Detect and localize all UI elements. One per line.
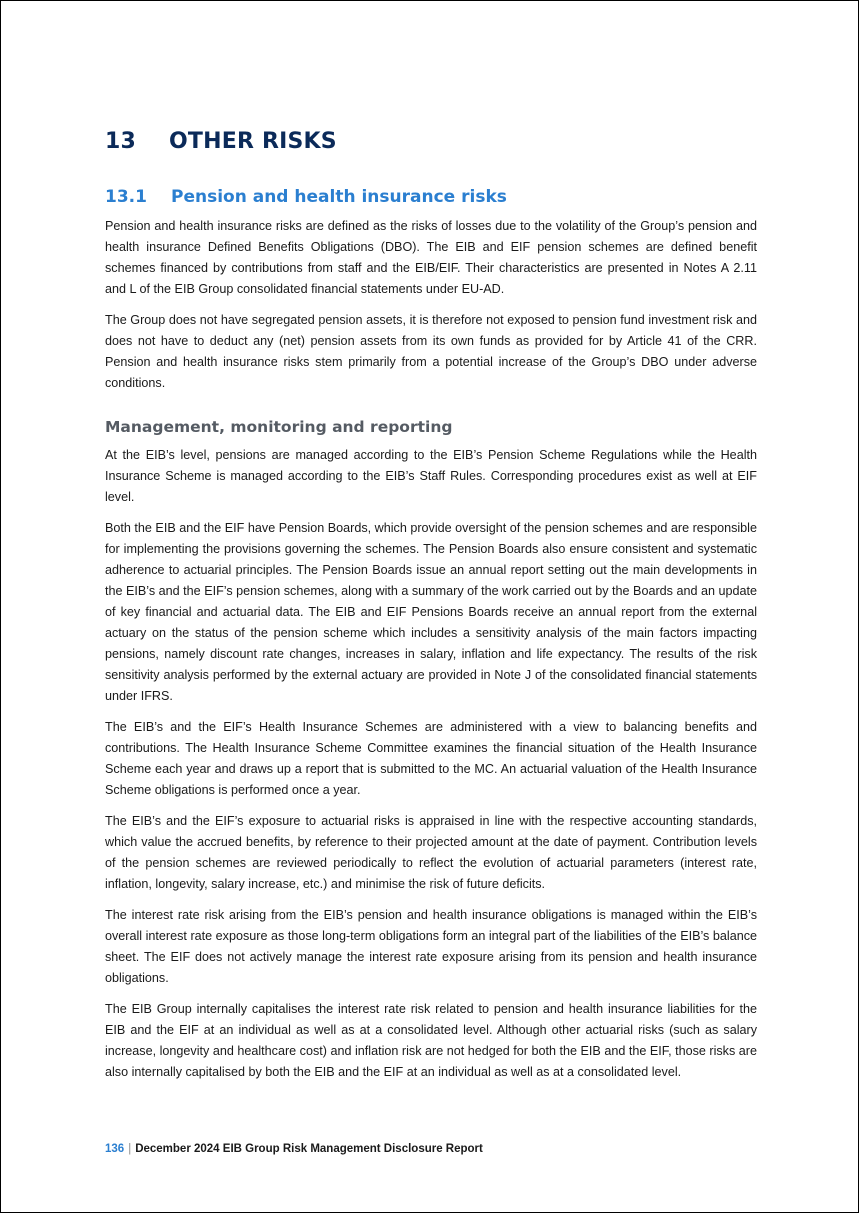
subsection-heading [105,187,757,207]
page-content [105,129,757,1083]
footer-separator: | [128,1143,132,1155]
paragraph: At the EIB’s level, pensions are managed according to the EIB’s Pension Scheme Regulations while the Health Insurance Scheme is managed according to the EIB’s Staff Rules. Corresponding procedures exist as well at EIF level. [105,448,757,504]
paragraph: The interest rate risk arising from the EIB’s pension and health insurance obligations is managed within the EIB’s overall interest rate exposure as those long-term obligations form an integral part of the liabilities of the EIB’s balance sheet. The EIF does not actively manage the interest rate exposure arising from its pension and health insurance obligations. [105,908,757,985]
page-footer [105,1143,483,1155]
paragraph: Pension and health insurance risks are defined as the risks of losses due to the volatility of the Group’s pension and health insurance Defined Benefits Obligations (DBO). The EIB and EIF pension schemes are defined benefit schemes financed by contributions from staff and the EIB/EIF. Their characteristics are presented in Notes A 2.11 and L of the EIB Group consolidated financial statements under EU-AD. [105,219,757,296]
paragraph: The EIB Group internally capitalises the interest rate risk related to pension and health insurance liabilities for the EIB and the EIF at an individual as well as at a consolidated level. Although other actuarial risks (such as salary increase, longevity and healthcare cost) and inflation risk are not hedged for both the EIB and the EIF, those risks are also internally capitalised by both the EIB and the EIF at an individual as well as at a consolidated level. [105,1002,757,1079]
page-number: 136 [105,1143,125,1155]
section-heading [105,129,757,154]
subsection-number: 13.1 [105,187,147,207]
paragraph: The EIB’s and the EIF’s exposure to actuarial risks is appraised in line with the respective accounting standards, which value the accrued benefits, by reference to their projected amount at the date of payment. Contribution levels of the pension schemes are reviewed periodically to reflect the evolution of actuarial parameters (interest rate, inflation, longevity, salary increase, etc.) and minimise the risk of future deficits. [105,814,757,891]
report-title: December 2024 EIB Group Risk Management Disclosure Report [135,1143,483,1155]
paragraph: The EIB’s and the EIF’s Health Insurance Schemes are administered with a view to balancing benefits and contributions. The Health Insurance Scheme Committee examines the financial situation of the Health Insurance Scheme each year and draws up a report that is submitted to the MC. An actuarial valuation of the Health Insurance Scheme obligations is performed once a year. [105,720,757,797]
paragraph: Both the EIB and the EIF have Pension Boards, which provide oversight of the pension schemes and are responsible for implementing the provisions governing the schemes. The Pension Boards also ensure consistent and systematic adherence to actuarial principles. The Pension Boards issue an annual report setting out the main developments in the EIB’s and the EIF’s pension schemes, along with a summary of the work carried out by the Boards and an update of key financial and actuarial data. The EIB and EIF Pensions Boards receive an annual report from the external actuary on the status of the pension scheme which includes a sensitivity analysis of the main factors impacting pensions, namely discount rate changes, increases in salary, inflation and life expectancy. The results of the risk sensitivity analysis performed by the external actuary are provided in Note J of the consolidated financial statements under IFRS. [105,521,757,703]
section-number: 13 [105,129,137,154]
subheading: Management, monitoring and reporting [105,418,453,436]
section-title: OTHER RISKS [169,129,337,154]
subsection-title: Pension and health insurance risks [171,187,507,207]
paragraph: The Group does not have segregated pension assets, it is therefore not exposed to pension fund investment risk and does not have to deduct any (net) pension assets from its own funds as provided for by Article 41 of the CRR. Pension and health insurance risks stem primarily from a potential increase of the Group’s DBO under adverse conditions. [105,313,757,390]
